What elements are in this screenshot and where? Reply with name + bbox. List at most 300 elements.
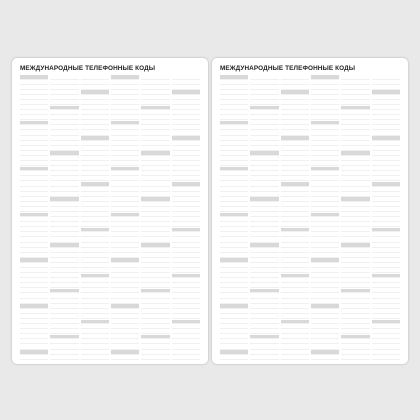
table-cell: [111, 350, 139, 355]
table-cell: [311, 197, 339, 202]
table-cell: [81, 202, 109, 207]
table-cell: [250, 131, 278, 136]
table-cell: [220, 95, 248, 100]
table-cell: [372, 213, 400, 218]
table-column: [220, 75, 248, 364]
table-cell: [50, 95, 78, 100]
table-cell: [281, 314, 309, 319]
table-cell: [281, 146, 309, 151]
table-cell: [141, 182, 169, 187]
table-cell: [111, 146, 139, 151]
table-cell: [281, 192, 309, 197]
table-cell: [141, 289, 169, 294]
table-cell: [111, 106, 139, 111]
table-cell: [141, 243, 169, 248]
table-cell: [141, 90, 169, 95]
table-cell: [372, 228, 400, 233]
table-cell: [311, 172, 339, 177]
table-cell: [50, 90, 78, 95]
table-cell: [372, 320, 400, 325]
table-cell: [220, 167, 248, 172]
table-cell: [372, 314, 400, 319]
table-cell: [81, 213, 109, 218]
table-cell: [341, 355, 369, 360]
table-cell: [20, 345, 48, 350]
table-cell: [20, 131, 48, 136]
table-cell: [281, 299, 309, 304]
table-cell: [341, 248, 369, 253]
table-cell: [311, 350, 339, 355]
table-cell: [141, 213, 169, 218]
table-cell: [141, 345, 169, 350]
table-cell: [220, 151, 248, 156]
table-cell: [281, 263, 309, 268]
table-cell: [172, 85, 200, 90]
table-cell: [311, 233, 339, 238]
table-cell: [311, 243, 339, 248]
table-cell: [81, 309, 109, 314]
table-cell: [20, 263, 48, 268]
table-cell: [81, 131, 109, 136]
table-cell: [50, 228, 78, 233]
table-cell: [372, 95, 400, 100]
table-cell: [172, 335, 200, 340]
table-cell: [250, 141, 278, 146]
table-cell: [50, 172, 78, 177]
table-cell: [220, 146, 248, 151]
table-cell: [341, 294, 369, 299]
table-cell: [20, 233, 48, 238]
table-cell: [172, 146, 200, 151]
table-cell: [220, 85, 248, 90]
table-cell: [311, 248, 339, 253]
table-cell: [311, 258, 339, 263]
table-cell: [281, 233, 309, 238]
table-cell: [220, 80, 248, 85]
table-cell: [311, 100, 339, 105]
table-cell: [50, 131, 78, 136]
table-cell: [172, 309, 200, 314]
table-cell: [172, 218, 200, 223]
table-cell: [50, 223, 78, 228]
table-cell: [141, 274, 169, 279]
table-cell: [250, 151, 278, 156]
table-cell: [372, 294, 400, 299]
table-cell: [250, 309, 278, 314]
table-cell: [341, 320, 369, 325]
table-cell: [172, 350, 200, 355]
table-cell: [141, 187, 169, 192]
table-cell: [341, 258, 369, 263]
table-column: [20, 75, 48, 364]
table-cell: [172, 340, 200, 345]
table-cell: [281, 162, 309, 167]
table-cell: [311, 309, 339, 314]
table-cell: [250, 350, 278, 355]
table-cell: [172, 141, 200, 146]
table-cell: [341, 360, 369, 364]
table-cell: [372, 151, 400, 156]
table-cell: [20, 269, 48, 274]
table-cell: [141, 80, 169, 85]
table-cell: [220, 289, 248, 294]
table-cell: [20, 141, 48, 146]
table-cell: [141, 151, 169, 156]
table-cell: [50, 355, 78, 360]
table-cell: [81, 146, 109, 151]
table-cell: [172, 182, 200, 187]
table-column: [281, 75, 309, 364]
table-cell: [81, 141, 109, 146]
table-cell: [20, 360, 48, 364]
table-cell: [281, 207, 309, 212]
table-cell: [50, 182, 78, 187]
table-cell: [220, 345, 248, 350]
table-cell: [111, 172, 139, 177]
table-cell: [372, 350, 400, 355]
table-cell: [172, 213, 200, 218]
table-cell: [50, 207, 78, 212]
table-cell: [111, 202, 139, 207]
table-cell: [50, 192, 78, 197]
table-cell: [81, 80, 109, 85]
table-cell: [281, 218, 309, 223]
table-cell: [81, 167, 109, 172]
table-cell: [281, 253, 309, 258]
table-cell: [250, 207, 278, 212]
table-cell: [141, 197, 169, 202]
table-cell: [281, 177, 309, 182]
table-cell: [220, 350, 248, 355]
table-cell: [250, 121, 278, 126]
table-cell: [111, 269, 139, 274]
table-cell: [372, 243, 400, 248]
table-cell: [372, 177, 400, 182]
table-cell: [372, 157, 400, 162]
table-cell: [141, 263, 169, 268]
table-cell: [172, 162, 200, 167]
table-cell: [50, 213, 78, 218]
table-cell: [141, 167, 169, 172]
table-cell: [20, 167, 48, 172]
table-cell: [220, 330, 248, 335]
table-cell: [311, 345, 339, 350]
table-cell: [50, 121, 78, 126]
table-cell: [311, 223, 339, 228]
table-cell: [81, 340, 109, 345]
table-cell: [311, 90, 339, 95]
table-cell: [50, 80, 78, 85]
table-cell: [311, 106, 339, 111]
table-cell: [81, 360, 109, 364]
table-cell: [141, 258, 169, 263]
table-cell: [81, 228, 109, 233]
table-cell: [81, 218, 109, 223]
table-column: [81, 75, 109, 364]
table-cell: [281, 289, 309, 294]
table-cell: [250, 75, 278, 80]
table-cell: [81, 106, 109, 111]
table-cell: [111, 263, 139, 268]
table-cell: [141, 192, 169, 197]
table-cell: [220, 304, 248, 309]
table-cell: [111, 309, 139, 314]
table-cell: [341, 202, 369, 207]
table-cell: [111, 197, 139, 202]
table-cell: [111, 355, 139, 360]
table-cell: [111, 345, 139, 350]
table-cell: [111, 233, 139, 238]
table-cell: [50, 111, 78, 116]
table-cell: [50, 167, 78, 172]
table-cell: [341, 325, 369, 330]
table-cell: [20, 350, 48, 355]
table-cell: [20, 289, 48, 294]
table-cell: [50, 146, 78, 151]
table-cell: [372, 197, 400, 202]
table-cell: [341, 100, 369, 105]
table-cell: [250, 325, 278, 330]
table-cell: [141, 111, 169, 116]
table-cell: [220, 213, 248, 218]
table-cell: [20, 85, 48, 90]
table-cell: [20, 207, 48, 212]
table-cell: [20, 80, 48, 85]
table-cell: [250, 223, 278, 228]
table-cell: [311, 263, 339, 268]
table-cell: [372, 340, 400, 345]
table-cell: [111, 177, 139, 182]
table-cell: [172, 299, 200, 304]
table-cell: [250, 269, 278, 274]
table-cell: [250, 146, 278, 151]
table-cell: [141, 85, 169, 90]
table-cell: [81, 151, 109, 156]
table-cell: [141, 106, 169, 111]
table-cell: [50, 202, 78, 207]
table-cell: [50, 258, 78, 263]
table-cell: [281, 167, 309, 172]
table-cell: [111, 111, 139, 116]
table-cell: [111, 126, 139, 131]
table-cell: [172, 116, 200, 121]
table-cell: [220, 126, 248, 131]
table-cell: [81, 314, 109, 319]
table-cell: [281, 274, 309, 279]
table-cell: [220, 182, 248, 187]
table-cell: [81, 243, 109, 248]
table-cell: [50, 320, 78, 325]
table-cell: [372, 90, 400, 95]
table-cell: [281, 187, 309, 192]
table-cell: [341, 116, 369, 121]
table-cell: [81, 294, 109, 299]
table-cell: [341, 207, 369, 212]
table-cell: [220, 294, 248, 299]
table-cell: [141, 157, 169, 162]
table-cell: [281, 202, 309, 207]
table-cell: [20, 111, 48, 116]
table-cell: [311, 253, 339, 258]
table-cell: [172, 75, 200, 80]
table-cell: [250, 95, 278, 100]
table-cell: [341, 253, 369, 258]
table-cell: [372, 85, 400, 90]
table-cell: [250, 360, 278, 364]
table-cell: [111, 284, 139, 289]
table-cell: [341, 340, 369, 345]
table-column: [341, 75, 369, 364]
table-cell: [281, 238, 309, 243]
table-cell: [50, 304, 78, 309]
table-cell: [250, 340, 278, 345]
table-cell: [341, 289, 369, 294]
table-cell: [341, 111, 369, 116]
table-cell: [111, 238, 139, 243]
table-cell: [311, 289, 339, 294]
table-cell: [141, 355, 169, 360]
table-cell: [20, 192, 48, 197]
table-cell: [281, 111, 309, 116]
table-cell: [111, 95, 139, 100]
table-cell: [250, 263, 278, 268]
table-cell: [372, 136, 400, 141]
table-cell: [141, 238, 169, 243]
table-cell: [220, 238, 248, 243]
codes-table: [220, 75, 400, 364]
table-cell: [220, 187, 248, 192]
table-cell: [311, 202, 339, 207]
table-cell: [250, 157, 278, 162]
table-cell: [281, 172, 309, 177]
table-cell: [220, 309, 248, 314]
table-cell: [220, 197, 248, 202]
table-cell: [341, 263, 369, 268]
table-cell: [172, 355, 200, 360]
table-cell: [341, 335, 369, 340]
table-cell: [341, 167, 369, 172]
table-cell: [81, 238, 109, 243]
table-cell: [172, 330, 200, 335]
table-cell: [111, 187, 139, 192]
table-cell: [81, 289, 109, 294]
table-cell: [250, 162, 278, 167]
table-cell: [220, 75, 248, 80]
table-cell: [20, 116, 48, 121]
table-cell: [372, 100, 400, 105]
table-cell: [141, 75, 169, 80]
table-cell: [50, 75, 78, 80]
table-cell: [81, 187, 109, 192]
table-cell: [220, 340, 248, 345]
table-cell: [50, 274, 78, 279]
table-cell: [311, 284, 339, 289]
table-cell: [172, 294, 200, 299]
table-cell: [220, 248, 248, 253]
table-cell: [141, 309, 169, 314]
table-cell: [172, 228, 200, 233]
table-cell: [281, 223, 309, 228]
table-cell: [141, 279, 169, 284]
table-column: [372, 75, 400, 364]
table-cell: [372, 279, 400, 284]
table-cell: [250, 106, 278, 111]
table-cell: [50, 325, 78, 330]
table-cell: [50, 100, 78, 105]
table-cell: [220, 314, 248, 319]
table-cell: [341, 350, 369, 355]
table-cell: [372, 345, 400, 350]
table-cell: [341, 151, 369, 156]
table-cell: [311, 330, 339, 335]
table-cell: [50, 263, 78, 268]
table-cell: [172, 106, 200, 111]
table-cell: [311, 228, 339, 233]
table-cell: [281, 100, 309, 105]
table-cell: [20, 320, 48, 325]
table-cell: [20, 95, 48, 100]
table-cell: [220, 355, 248, 360]
table-cell: [20, 146, 48, 151]
table-cell: [341, 172, 369, 177]
table-cell: [372, 360, 400, 364]
table-cell: [141, 233, 169, 238]
table-cell: [111, 289, 139, 294]
table-cell: [172, 126, 200, 131]
table-cell: [111, 330, 139, 335]
table-cell: [141, 299, 169, 304]
table-cell: [141, 218, 169, 223]
table-cell: [111, 243, 139, 248]
table-cell: [20, 106, 48, 111]
table-cell: [81, 116, 109, 121]
table-cell: [250, 253, 278, 258]
table-cell: [172, 90, 200, 95]
table-cell: [111, 80, 139, 85]
table-cell: [50, 177, 78, 182]
table-cell: [172, 238, 200, 243]
table-cell: [220, 157, 248, 162]
table-cell: [20, 157, 48, 162]
table-cell: [141, 162, 169, 167]
table-cell: [281, 355, 309, 360]
table-cell: [141, 304, 169, 309]
table-cell: [20, 197, 48, 202]
table-cell: [250, 85, 278, 90]
table-cell: [20, 314, 48, 319]
table-cell: [281, 197, 309, 202]
table-cell: [341, 131, 369, 136]
table-cell: [372, 248, 400, 253]
table-cell: [172, 121, 200, 126]
table-cell: [220, 320, 248, 325]
table-cell: [220, 223, 248, 228]
table-cell: [141, 320, 169, 325]
table-cell: [20, 151, 48, 156]
table-cell: [81, 350, 109, 355]
table-cell: [50, 279, 78, 284]
table-cell: [250, 284, 278, 289]
table-cell: [372, 111, 400, 116]
table-cell: [220, 218, 248, 223]
table-cell: [141, 116, 169, 121]
table-cell: [172, 360, 200, 364]
table-cell: [172, 274, 200, 279]
table-column: [311, 75, 339, 364]
table-cell: [111, 207, 139, 212]
table-cell: [81, 258, 109, 263]
table-cell: [250, 187, 278, 192]
